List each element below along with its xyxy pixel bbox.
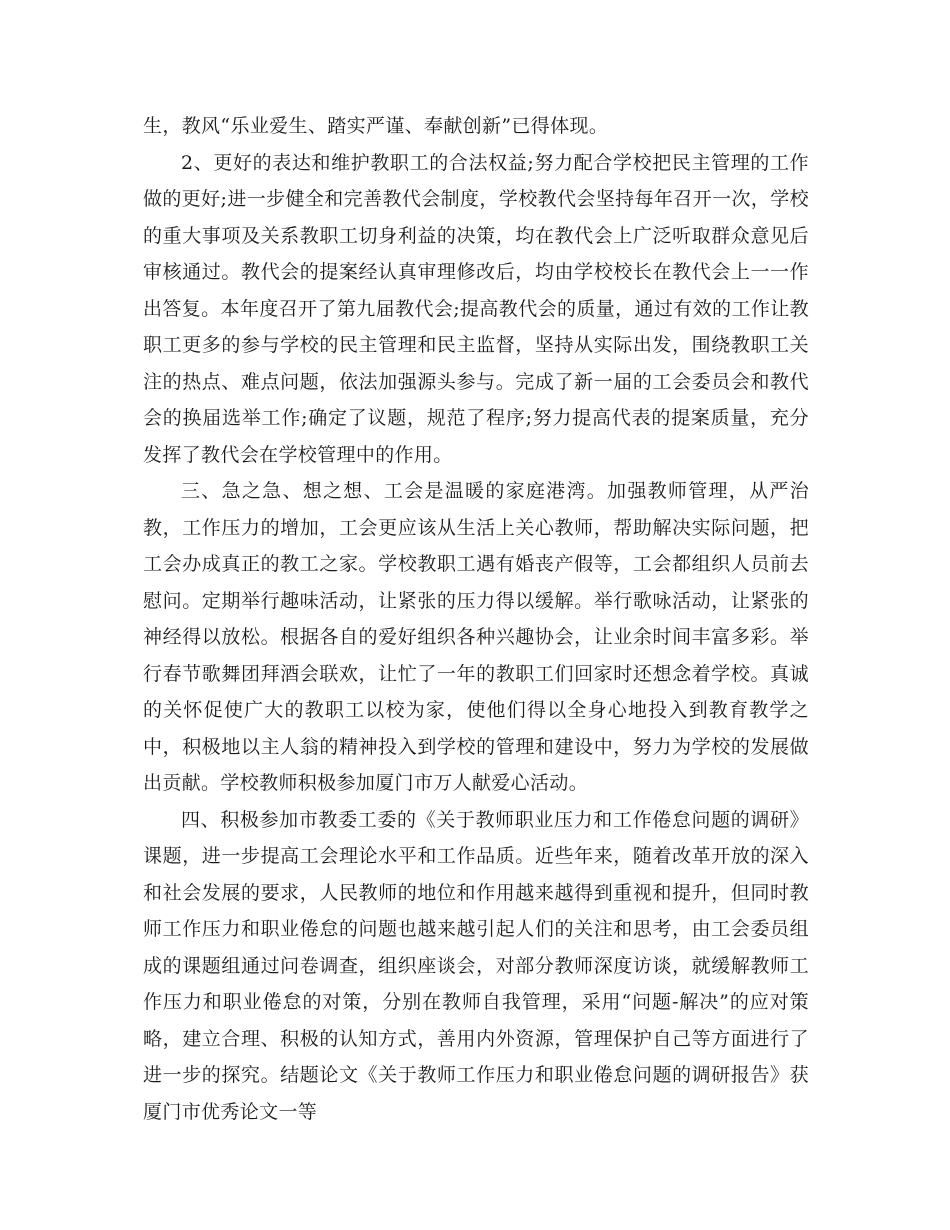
paragraph-continuation: 生，教风“乐业爱生、踏实严谨、奉献创新”已得体现。	[143, 115, 609, 137]
document-body	[143, 108, 809, 1130]
paragraph-item-2-rights: 2、更好的表达和维护教职工的合法权益;努力配合学校把民主管理的工作做的更好;进一步健全和完善教代会制度，学校教代会坚持每年召开一次，学校的重大事项及关系教职工切身利益的决策，均在教代会上广泛听取群众意见后审核通过。教代会的提案经认真审理修改后，均由学校校长在教代会上一一作出答复。本年度召开了第九届教代会;提高教代会的质量，通过有效的工作让教职工更多的参与学校的民主管理和民主监督，坚持从实际出发，围绕教职工关注的热点、难点问题，依法加强源头参与。完成了新一届的工会委员会和教代会的换届选举工作;确定了议题，规范了程序;努力提高代表的提案质量，充分发挥了教代会在学校管理中的作用。	[143, 151, 809, 466]
paragraph-section-4-research: 四、积极参加市教委工委的《关于教师职业压力和工作倦怠问题的调研》课题，进一步提高工会理论水平和工作品质。近些年来，随着改革开放的深入和社会发展的要求，人民教师的地位和作用越来越得到重视和提升，但同时教师工作压力和职业倦怠的问题也越来越引起人们的关注和思考，由工会委员组成的课题组通过问卷调查，组织座谈会，对部分教师深度访谈，就缓解教师工作压力和职业倦怠的对策，分别在教师自我管理，采用“问题-解决”的应对策略，建立合理、积极的认知方式，善用内外资源，管理保护自己等方面进行了进一步的探究。结题论文《关于教师工作压力和职业倦怠问题的调研报告》获厦门市优秀论文一等	[143, 808, 809, 1123]
paragraph-section-3-care: 三、急之急、想之想、工会是温暖的家庭港湾。加强教师管理，从严治教，工作压力的增加，工会更应该从生活上关心教师，帮助解决实际问题，把工会办成真正的教工之家。学校教职工遇有婚丧产假等，工会都组织人员前去慰问。定期举行趣味活动，让紧张的压力得以缓解。举行歌咏活动，让紧张的神经得以放松。根据各自的爱好组织各种兴趣协会，让业余时间丰富多彩。举行春节歌舞团拜酒会联欢，让忙了一年的教职工们回家时还想念着学校。真诚的关怀促使广大的教职工以校为家，使他们得以全身心地投入到教育教学之中，积极地以主人翁的精神投入到学校的管理和建设中，努力为学校的发展做出贡献。学校教师积极参加厦门市万人献爱心活动。	[143, 480, 809, 794]
